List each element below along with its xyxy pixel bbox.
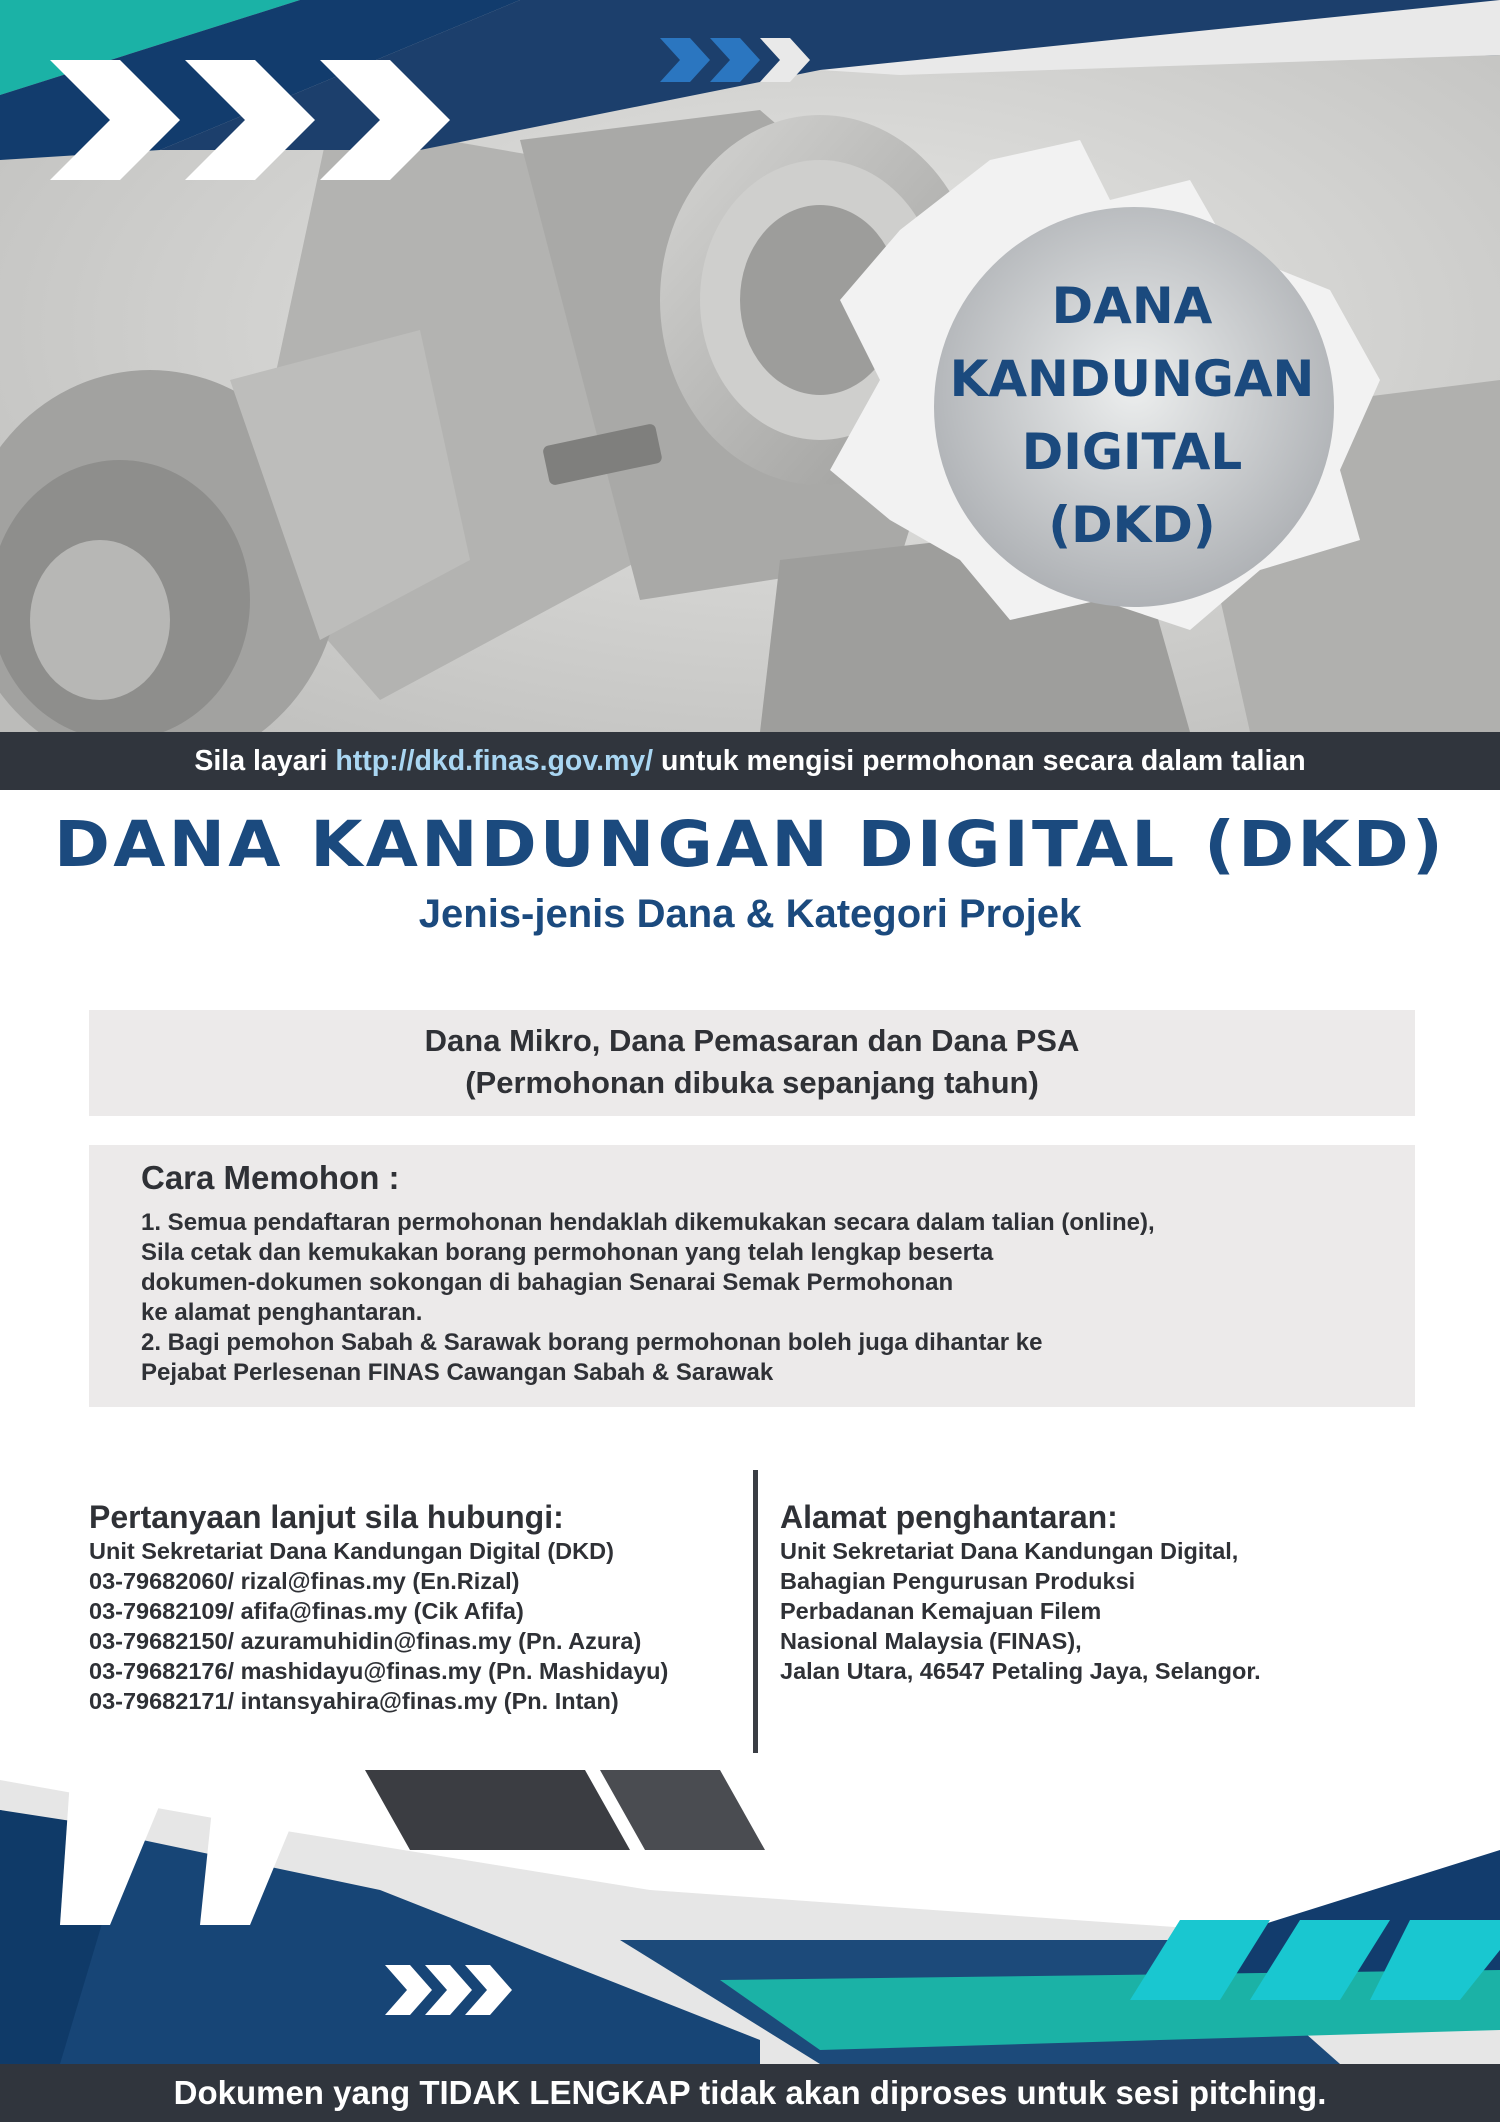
contact-heading: Pertanyaan lanjut sila hubungi: bbox=[89, 1499, 564, 1535]
step-line: Sila cetak dan kemukakan borang permohonan yang telah lengkap beserta bbox=[141, 1239, 994, 1266]
url-banner bbox=[0, 732, 1500, 790]
dkd-badge bbox=[912, 270, 1352, 562]
badge-line: (DKD) bbox=[1048, 496, 1216, 554]
fund-types-line: Dana Mikro, Dana Pemasaran dan Dana PSA bbox=[424, 1023, 1080, 1058]
address-heading: Alamat penghantaran: bbox=[780, 1499, 1118, 1535]
fund-types-box bbox=[89, 1010, 1415, 1116]
fund-availability-line: (Permohonan dibuka sepanjang tahun) bbox=[465, 1065, 1039, 1100]
address-line: Nasional Malaysia (FINAS), bbox=[780, 1628, 1082, 1654]
address-line: Unit Sekretariat Dana Kandungan Digital, bbox=[780, 1538, 1239, 1564]
step-line: 2. Bagi pemohon Sabah & Sarawak borang permohonan boleh juga dihantar ke bbox=[141, 1329, 1043, 1356]
address-line: Perbadanan Kemajuan Filem bbox=[780, 1598, 1102, 1624]
step-line: ke alamat penghantaran. bbox=[141, 1299, 423, 1326]
application-url-link[interactable]: http://dkd.finas.gov.my/ bbox=[335, 745, 654, 777]
how-to-apply-heading: Cara Memohon : bbox=[141, 1159, 400, 1196]
step-line: 1. Semua pendaftaran permohonan hendaklah dikemukakan secara dalam talian (online), bbox=[141, 1209, 1155, 1236]
contact-line[interactable]: 03-79682171/ intansyahira@finas.my (Pn. Intan) bbox=[89, 1688, 619, 1714]
how-to-apply-steps bbox=[141, 1208, 1155, 1388]
url-prefix: Sila layari bbox=[194, 745, 336, 777]
step-line: dokumen-dokumen sokongan di bahagian Senarai Semak Permohonan bbox=[141, 1269, 954, 1296]
contact-line[interactable]: 03-79682176/ mashidayu@finas.my (Pn. Mashidayu) bbox=[89, 1658, 669, 1684]
contact-line[interactable]: 03-79682060/ rizal@finas.my (En.Rizal) bbox=[89, 1568, 520, 1594]
contact-line[interactable]: 03-79682150/ azuramuhidin@finas.my (Pn. Azura) bbox=[89, 1628, 642, 1654]
url-suffix: untuk mengisi permohonan secara dalam talian bbox=[653, 745, 1306, 777]
contact-line[interactable]: 03-79682109/ afifa@finas.my (Cik Afifa) bbox=[89, 1598, 524, 1624]
how-to-apply-box bbox=[89, 1145, 1415, 1407]
contact-section bbox=[89, 1498, 668, 1716]
address-section bbox=[780, 1498, 1261, 1686]
hero-banner bbox=[0, 0, 1500, 732]
page-title: DANA KANDUNGAN DIGITAL (DKD) bbox=[54, 808, 1446, 881]
page-subtitle: Jenis-jenis Dana & Kategori Projek bbox=[418, 892, 1082, 936]
badge-line: KANDUNGAN bbox=[949, 350, 1315, 408]
address-lines bbox=[780, 1536, 1261, 1686]
badge-line: DIGITAL bbox=[1021, 423, 1243, 481]
contact-list bbox=[89, 1536, 668, 1716]
step-line: Pejabat Perlesenan FINAS Cawangan Sabah & Sarawak bbox=[141, 1359, 774, 1386]
column-divider bbox=[753, 1470, 758, 1753]
contact-line: Unit Sekretariat Dana Kandungan Digital (DKD) bbox=[89, 1538, 614, 1564]
badge-line: DANA bbox=[1051, 277, 1213, 335]
bottom-decoration bbox=[0, 1740, 1500, 2064]
address-line: Jalan Utara, 46547 Petaling Jaya, Selangor. bbox=[780, 1658, 1261, 1684]
address-line: Bahagian Pengurusan Produksi bbox=[780, 1568, 1136, 1594]
footer-notice: Dokumen yang TIDAK LENGKAP tidak akan diproses untuk sesi pitching. bbox=[0, 2064, 1500, 2122]
